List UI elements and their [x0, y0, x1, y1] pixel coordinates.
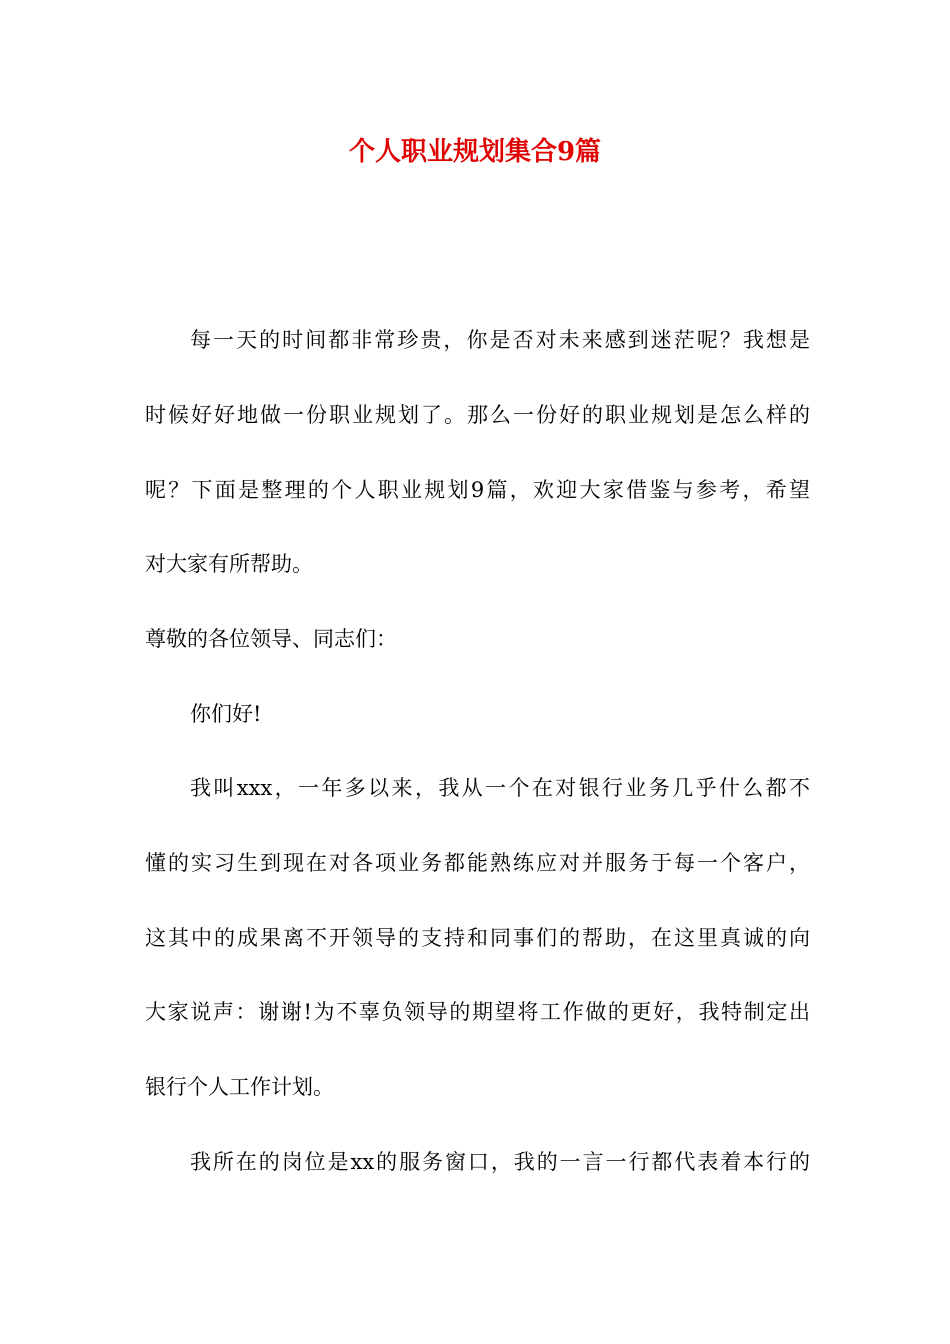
paragraph-line: 这其中的成果离不开领导的支持和同事们的帮助，在这里真诚的向	[145, 926, 810, 950]
greeting: 你们好!	[190, 702, 262, 726]
paragraph-line: 懂的实习生到现在对各项业务都能熟练应对并服务于每一个客户，	[145, 851, 810, 875]
paragraph-line: 我所在的岗位是xx的服务窗口，我的一言一行都代表着本行的	[190, 1150, 810, 1174]
paragraph-line: 对大家有所帮助。	[145, 552, 313, 576]
salutation: 尊敬的各位领导、同志们：	[145, 627, 397, 651]
paragraph-line: 呢？下面是整理的个人职业规划9篇，欢迎大家借鉴与参考，希望	[145, 478, 810, 502]
paragraph-line: 时候好好地做一份职业规划了。那么一份好的职业规划是怎么样的	[145, 403, 810, 427]
document-title: 个人职业规划集合9篇	[348, 137, 602, 167]
paragraph-line: 银行个人工作计划。	[145, 1075, 334, 1099]
paragraph-line: 大家说声：谢谢!为不辜负领导的期望将工作做的更好，我特制定出	[145, 1000, 810, 1024]
paragraph-line: 我叫xxx，一年多以来，我从一个在对银行业务几乎什么都不	[190, 776, 810, 800]
paragraph-line: 每一天的时间都非常珍贵，你是否对未来感到迷茫呢？我想是	[190, 328, 810, 352]
